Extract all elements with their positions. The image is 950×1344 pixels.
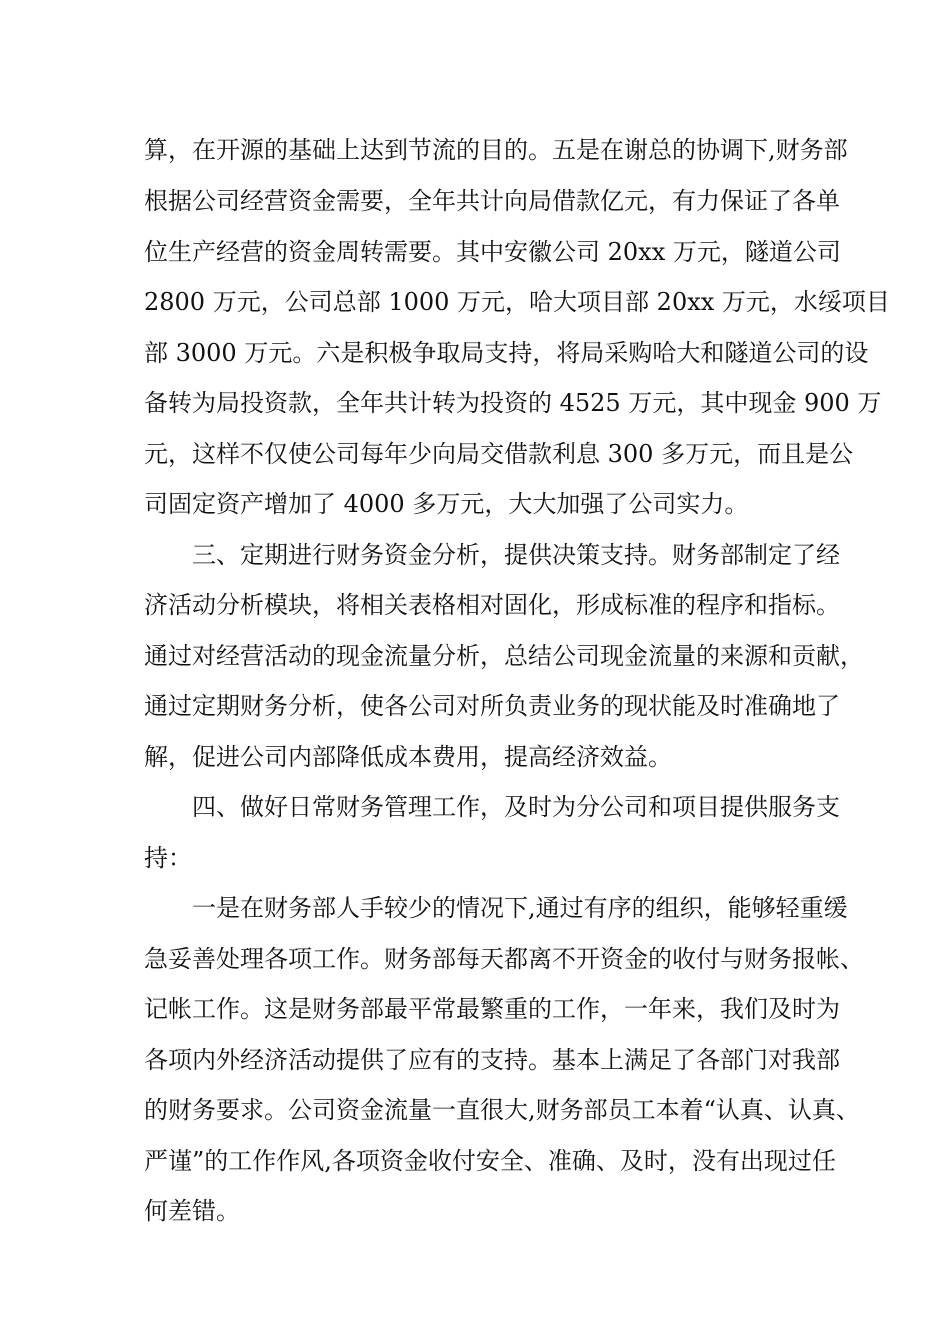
text-line: 部 3000 万元。六是积极争取局支持，将局采购哈大和隧道公司的设 xyxy=(144,339,869,367)
text-line: 2800 万元，公司总部 1000 万元，哈大项目部 20xx 万元，水绥项目 xyxy=(144,288,890,316)
text-line: 司固定资产增加了 4000 多万元，大大加强了公司实力。 xyxy=(144,490,749,518)
text-line: 备转为局投资款，全年共计转为投资的 4525 万元，其中现金 900 万 xyxy=(144,389,882,417)
text-line: 根据公司经营资金需要，全年共计向局借款亿元，有力保证了各单 xyxy=(144,187,840,215)
text-line: 元，这样不仅使公司每年少向局交借款利息 300 多万元，而且是公 xyxy=(144,440,854,468)
text-line: 记帐工作。这是财务部最平常最繁重的工作，一年来，我们及时为 xyxy=(144,995,840,1023)
paragraph-start-line: 四、做好日常财务管理工作，及时为分公司和项目提供服务支 xyxy=(192,793,840,821)
text-line: 的财务要求。公司资金流量一直很大,财务部员工本着“认真、认真、 xyxy=(144,1096,860,1124)
paragraph-start-line: 三、定期进行财务资金分析，提供决策支持。财务部制定了经 xyxy=(192,541,840,569)
text-line: 算，在开源的基础上达到节流的目的。五是在谢总的协调下,财务部 xyxy=(144,136,848,164)
text-line: 急妥善处理各项工作。财务部每天都离不开资金的收付与财务报帐、 xyxy=(144,945,864,973)
paragraph-start-line: 一是在财务部人手较少的情况下,通过有序的组织，能够轻重缓 xyxy=(192,894,848,922)
text-line: 各项内外经济活动提供了应有的支持。基本上满足了各部门对我部 xyxy=(144,1046,840,1074)
text-line: 解，促进公司内部降低成本费用，提高经济效益。 xyxy=(144,743,672,771)
text-line: 通过定期财务分析，使各公司对所负责业务的现状能及时准确地了 xyxy=(144,692,840,720)
text-line: 持： xyxy=(144,844,192,872)
text-line: 济活动分析模块，将相关表格相对固化，形成标准的程序和指标。 xyxy=(144,591,840,619)
text-line: 严谨”的工作作风,各项资金收付安全、准确、及时，没有出现过任 xyxy=(144,1147,836,1175)
text-line: 何差错。 xyxy=(144,1197,240,1225)
text-line: 位生产经营的资金周转需要。其中安徽公司 20xx 万元，隧道公司 xyxy=(144,238,841,266)
text-line: 通过对经营活动的现金流量分析，总结公司现金流量的来源和贡献， xyxy=(144,642,864,670)
